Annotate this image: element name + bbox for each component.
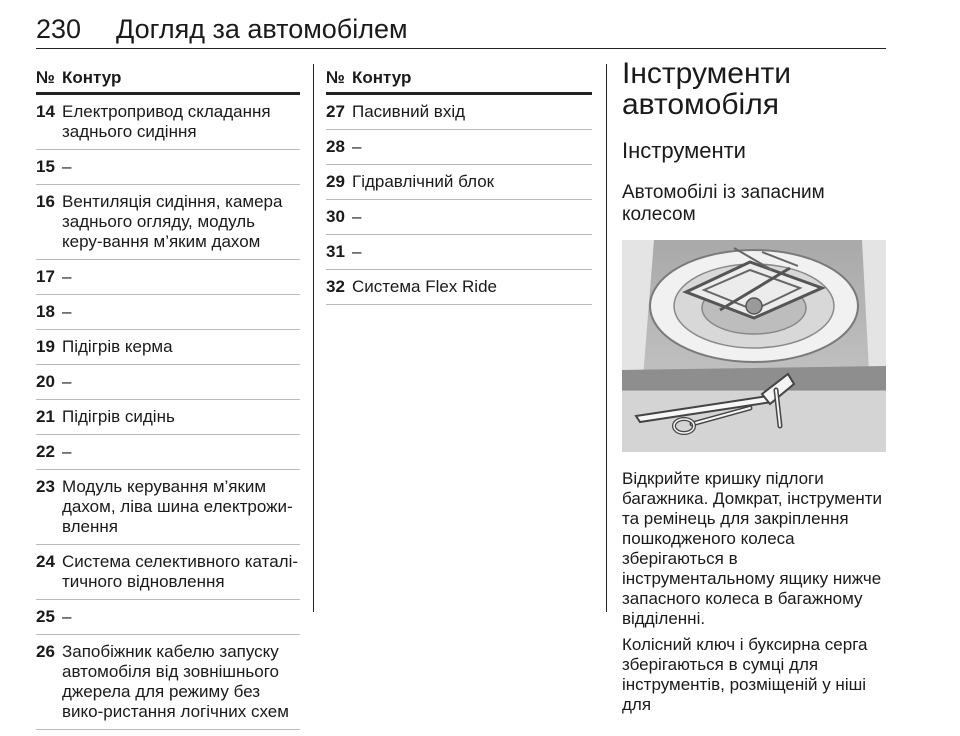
- table-row: [36, 476, 300, 545]
- vehicle-tools-section: [622, 57, 890, 715]
- fuse-number: 22: [36, 442, 55, 461]
- circuit-name: Система Flex Ride: [352, 277, 497, 296]
- spare-wheel-tools-illustration: [622, 240, 886, 452]
- table-body: [36, 101, 300, 730]
- paragraph: Колісний ключ і буксирна серга зберігаються в сумці для інструментів, розміщеній у ніші для: [622, 635, 868, 714]
- circuit-name: Гідравлічний блок: [352, 172, 495, 191]
- table-row: [326, 171, 592, 200]
- circuit-name: –: [62, 607, 72, 626]
- table-row: [36, 101, 300, 150]
- page-number: 230: [36, 14, 82, 44]
- fuse-number: 31: [326, 242, 345, 261]
- table-row: [36, 441, 300, 470]
- fuse-number: 25: [36, 607, 55, 626]
- circuit-name: –: [352, 137, 362, 156]
- fuse-number: 23: [36, 477, 55, 496]
- circuit-name: –: [62, 267, 72, 286]
- column-header-number: №: [36, 68, 55, 87]
- table-row: [36, 301, 300, 330]
- table-row: [36, 336, 300, 365]
- fuse-number: 18: [36, 302, 55, 321]
- column-divider: [313, 64, 314, 612]
- fuse-number: 16: [36, 192, 55, 211]
- circuit-name: Підігрів сидінь: [62, 407, 175, 426]
- circuit-name: Пасивний вхід: [352, 102, 466, 121]
- circuit-name: Модуль керування м’яким дахом, ліва шина електрожи-влення: [62, 477, 293, 536]
- fuse-number: 28: [326, 137, 345, 156]
- circuit-name: Вентиляція сидіння, камера заднього огляду, модуль керу-вання м’яким дахом: [62, 192, 283, 251]
- fuse-number: 15: [36, 157, 55, 176]
- fuse-number: 19: [36, 337, 55, 356]
- table-row: [36, 551, 300, 600]
- circuit-name: –: [62, 302, 72, 321]
- fuse-number: 30: [326, 207, 345, 226]
- table-header: [36, 66, 300, 95]
- table-row: [326, 101, 592, 130]
- table-row: [36, 266, 300, 295]
- column-header-circuit: Контур: [62, 68, 122, 87]
- table-row: [36, 406, 300, 435]
- page-header: [36, 8, 886, 49]
- fuse-number: 27: [326, 102, 345, 121]
- column-header-number: №: [326, 68, 345, 87]
- column-header-circuit: Контур: [352, 68, 412, 87]
- table-row: [36, 156, 300, 185]
- circuit-name: Підігрів керма: [62, 337, 173, 356]
- section-heading: Інструменти автомобіля: [622, 57, 792, 121]
- topic-heading: Автомобілі із запасним колесом: [622, 182, 825, 225]
- table-header: [326, 66, 592, 95]
- fuse-table-left: [36, 66, 300, 736]
- table-row: [326, 241, 592, 270]
- circuit-name: Запобіжник кабелю запуску автомобіля від зовнішнього джерела для режиму без вико-ристання логічних схем: [62, 642, 289, 721]
- circuit-name: –: [62, 372, 72, 391]
- fuse-number: 29: [326, 172, 345, 191]
- fuse-number: 14: [36, 102, 55, 121]
- circuit-name: –: [62, 157, 72, 176]
- fuse-number: 17: [36, 267, 55, 286]
- page-title: Догляд за автомобілем: [116, 14, 408, 44]
- fuse-number: 21: [36, 407, 55, 426]
- circuit-name: Електропривод складання заднього сидіння: [62, 102, 271, 141]
- table-row: [36, 191, 300, 260]
- fuse-number: 26: [36, 642, 55, 661]
- fuse-number: 32: [326, 277, 345, 296]
- table-row: [326, 206, 592, 235]
- subsection-heading: Інструменти: [622, 138, 746, 163]
- fuse-table-right: [326, 66, 592, 311]
- circuit-name: Система селективного каталі-тичного відновлення: [62, 552, 299, 591]
- fuse-number: 24: [36, 552, 55, 571]
- paragraph: Відкрийте кришку підлоги багажника. Домкрат, інструменти та ремінець для закріплення пошкодженого колеса зберігаються в інструментальному ящику нижче запасного колеса в багажному відділенні.: [622, 469, 883, 628]
- table-row: [326, 136, 592, 165]
- fuse-number: 20: [36, 372, 55, 391]
- circuit-name: –: [352, 242, 362, 261]
- circuit-name: –: [62, 442, 72, 461]
- table-row: [36, 371, 300, 400]
- column-divider: [606, 64, 607, 612]
- table-row: [36, 641, 300, 730]
- table-row: [326, 276, 592, 305]
- table-body: [326, 101, 592, 305]
- circuit-name: –: [352, 207, 362, 226]
- table-row: [36, 606, 300, 635]
